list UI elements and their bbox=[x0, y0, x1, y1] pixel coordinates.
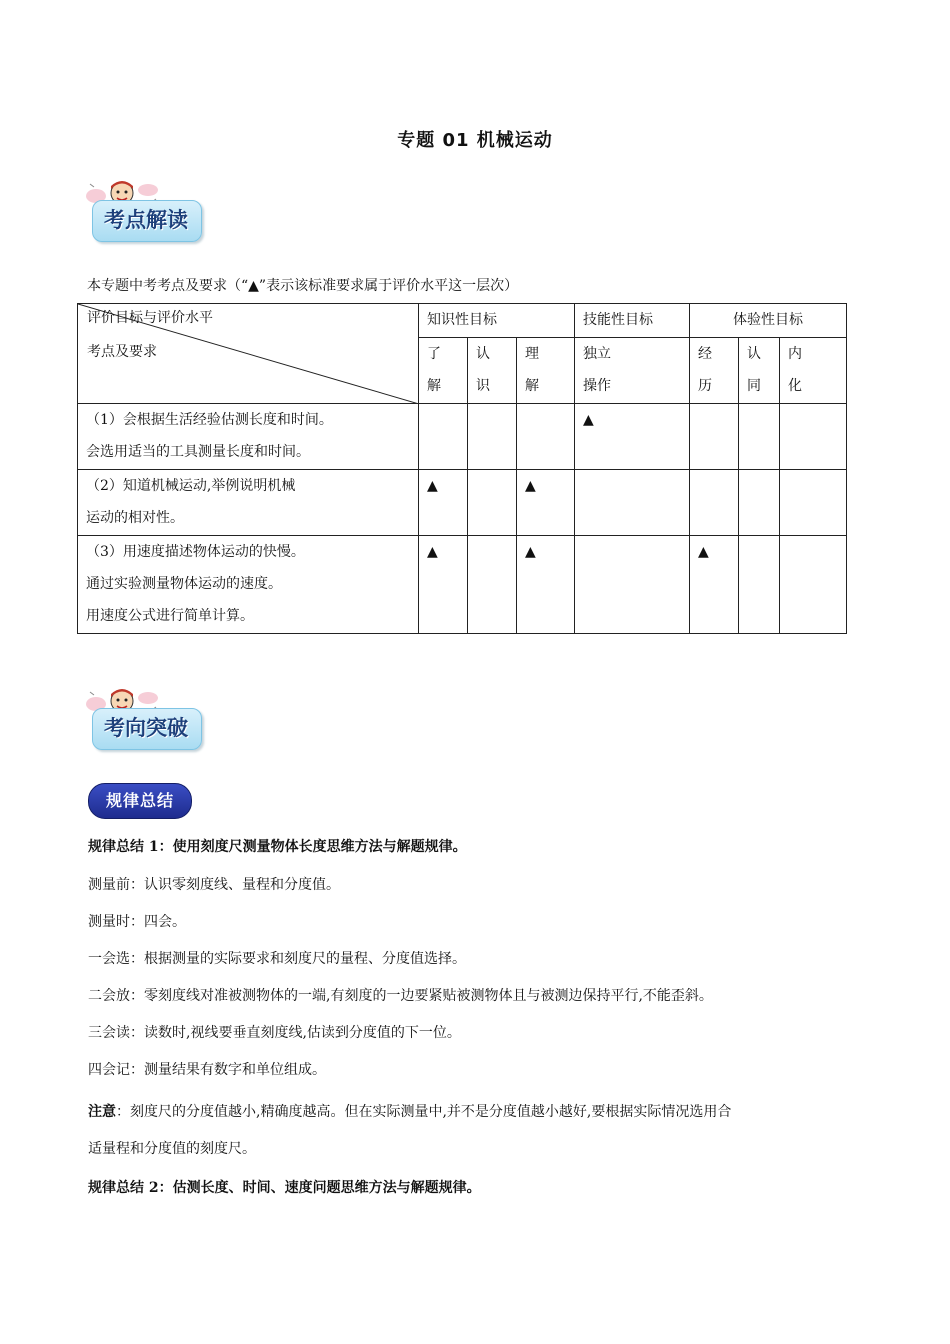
note-label: 注意 bbox=[88, 1104, 116, 1120]
mark-cell: ▲ bbox=[575, 404, 690, 470]
mark-cell bbox=[780, 536, 847, 634]
header-experience: 体验性目标 bbox=[690, 304, 847, 338]
sub-header-liaojie: 了 解 bbox=[419, 338, 468, 404]
rule1-line: 测量时：四会。 bbox=[88, 914, 186, 930]
mark-cell: ▲ bbox=[419, 536, 468, 634]
requirements-table bbox=[77, 303, 847, 634]
intro-text: 本专题中考考点及要求（“▲”表示该标准要求属于评价水平这一层次） bbox=[87, 278, 519, 294]
mark-cell bbox=[739, 536, 780, 634]
header-diag-top: 评价目标与评价水平 bbox=[87, 310, 213, 326]
mark-cell bbox=[739, 404, 780, 470]
rule1-heading: 规律总结 1：使用刻度尺测量物体长度思维方法与解题规律。 bbox=[88, 839, 467, 855]
section-badge-label: 考向突破 bbox=[104, 715, 188, 740]
mark-cell bbox=[419, 404, 468, 470]
note-text: ：刻度尺的分度值越小,精确度越高。但在实际测量中,并不是分度值越小越好,要根据实际情况选用合 bbox=[116, 1104, 732, 1120]
rule1-line: 四会记：测量结果有数字和单位组成。 bbox=[88, 1062, 326, 1078]
mark-cell bbox=[690, 470, 739, 536]
header-skill: 技能性目标 bbox=[575, 304, 690, 338]
table-row bbox=[78, 536, 847, 634]
mark-cell: ▲ bbox=[517, 470, 575, 536]
mark-cell bbox=[739, 470, 780, 536]
mark-cell bbox=[468, 536, 517, 634]
mark-cell bbox=[575, 470, 690, 536]
mark-cell bbox=[468, 470, 517, 536]
section-badge-kaoxiang bbox=[82, 684, 207, 754]
rule1-line: 三会读：读数时,视线要垂直刻度线,估读到分度值的下一位。 bbox=[88, 1025, 461, 1041]
table-row bbox=[78, 404, 847, 470]
mark-cell bbox=[575, 536, 690, 634]
row-requirement: （2）知道机械运动,举例说明机械 运动的相对性。 bbox=[78, 470, 419, 536]
document-title: 专题 01 机械运动 bbox=[397, 130, 553, 151]
mark-cell: ▲ bbox=[419, 470, 468, 536]
mark-cell: ▲ bbox=[690, 536, 739, 634]
mark-cell bbox=[517, 404, 575, 470]
rule2-heading: 规律总结 2：估测长度、时间、速度问题思维方法与解题规律。 bbox=[88, 1180, 481, 1196]
row-requirement: （3）用速度描述物体运动的快慢。 通过实验测量物体运动的速度。 用速度公式进行简单计算。 bbox=[78, 536, 419, 634]
rule1-line: 一会选：根据测量的实际要求和刻度尺的量程、分度值选择。 bbox=[88, 951, 466, 967]
mark-cell bbox=[780, 404, 847, 470]
section-badge-kaodian bbox=[82, 176, 207, 246]
sub-header-renshi: 认 识 bbox=[468, 338, 517, 404]
sub-header-neihua: 内 化 bbox=[780, 338, 847, 404]
mark-cell bbox=[468, 404, 517, 470]
mark-cell bbox=[780, 470, 847, 536]
sub-header-rentong: 认 同 bbox=[739, 338, 780, 404]
rule-summary-badge: 规律总结 bbox=[88, 783, 192, 819]
header-diag-bottom: 考点及要求 bbox=[87, 344, 157, 360]
sub-header-lijie: 理 解 bbox=[517, 338, 575, 404]
mark-cell bbox=[690, 404, 739, 470]
section-badge-label: 考点解读 bbox=[104, 207, 188, 232]
header-knowledge: 知识性目标 bbox=[419, 304, 575, 338]
row-requirement: （1）会根据生活经验估测长度和时间。 会选用适当的工具测量长度和时间。 bbox=[78, 404, 419, 470]
rule1-line: 二会放：零刻度线对准被测物体的一端,有刻度的一边要紧贴被测物体且与被测边保持平行,不能歪斜。 bbox=[88, 988, 713, 1004]
rule1-note-cont: 适量程和分度值的刻度尺。 bbox=[88, 1141, 256, 1157]
sub-header-jingli: 经 历 bbox=[690, 338, 739, 404]
sub-header-duli-caozuo: 独立 操作 bbox=[575, 338, 690, 404]
mark-cell: ▲ bbox=[517, 536, 575, 634]
table-row bbox=[78, 470, 847, 536]
rule1-note bbox=[88, 1101, 731, 1121]
table-header-diagonal bbox=[78, 304, 419, 404]
rule1-line: 测量前：认识零刻度线、量程和分度值。 bbox=[88, 877, 340, 893]
